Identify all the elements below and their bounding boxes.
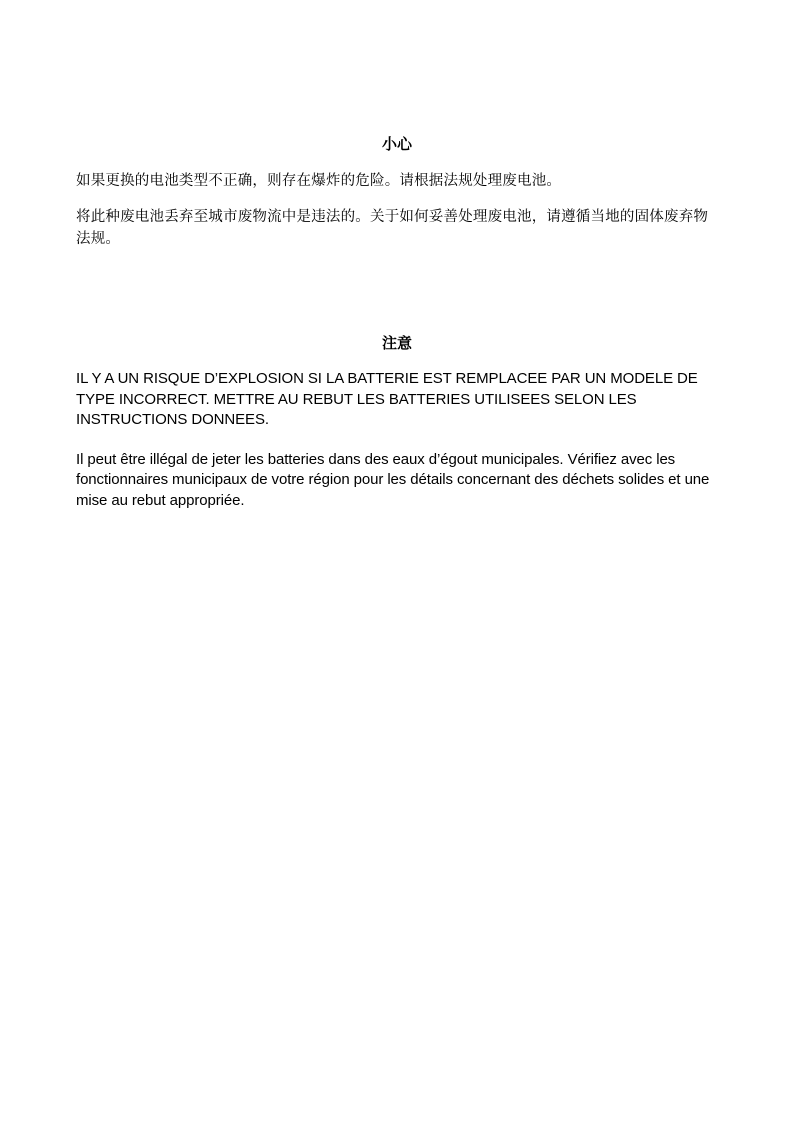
caution-heading-french: 注意 [381, 334, 412, 352]
caution-paragraph-disposal-chinese: 将此种废电池丢弃至城市废物流中是违法的。关于如何妥善处理废电池，请遵循当地的固体废弃物法规。 [76, 209, 709, 247]
caution-paragraph-disposal-french: Il peut être illégal de jeter les batteries dans des eaux d’égout municipales. Vérifiez avec les fonctionnaires municipaux de votre région pour les détails concernant des déchets solides et une mise au rebut appropriée. [76, 450, 710, 509]
caution-section-chinese [76, 134, 718, 264]
caution-heading-chinese: 小心 [381, 135, 412, 153]
caution-paragraph-explosion-risk-french: IL Y A UN RISQUE D’EXPLOSION SI LA BATTERIE EST REMPLACEE PAR UN MODELE DE TYPE INCORRECT. METTRE AU REBUT LES BATTERIES UTILISEES SELON LES INSTRUCTIONS DONNEES. [76, 370, 698, 428]
caution-section-french [76, 333, 718, 530]
caution-paragraph-explosion-risk-chinese: 如果更换的电池类型不正确，则存在爆炸的危险。请根据法规处理废电池。 [76, 173, 562, 189]
